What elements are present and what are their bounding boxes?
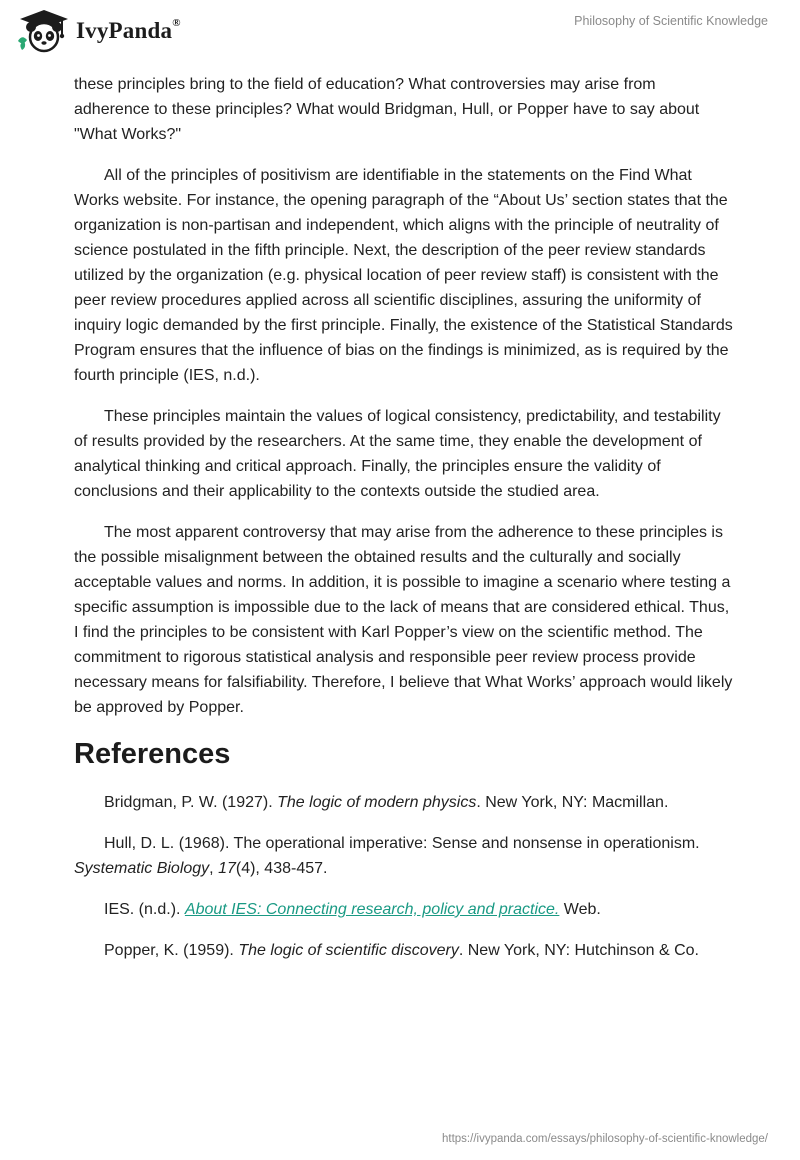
paragraph: these principles bring to the field of education? What controversies may arise from adherence to these principles? What would Bridgman, Hull, or Popper have to say about "What Works?"	[74, 76, 700, 143]
essay-body	[74, 72, 734, 979]
paragraph: The most apparent controversy that may arise from the adherence to these principles is the possible misalignment between the obtained results and the culturally and socially acceptable values and norms. In addition, it is possible to imagine a scenario where testing a specific assumption is impossible due to the lack of means that are considered ethical. Thus, I find the principles to be consistent with Karl Popper’s view on the scientific method. The commitment to rigorous statistical analysis and responsible peer review process provide necessary means for falsifiability. Therefore, I believe that What Works’ approach would likely be approved by Popper.	[74, 524, 733, 716]
brand-name: IvyPanda®	[76, 17, 181, 43]
panda-graduate-icon	[14, 8, 74, 54]
reference-item: Hull, D. L. (1968). The operational imperative: Sense and nonsense in operationism. Systematic Biology, 17(4), 438-457.	[74, 835, 700, 877]
reference-item: Popper, K. (1959). The logic of scientific discovery. New York, NY: Hutchinson & Co.	[104, 942, 699, 959]
document-title: Philosophy of Scientific Knowledge	[574, 14, 768, 28]
source-url[interactable]: https://ivypanda.com/essays/philosophy-of-scientific-knowledge/	[442, 1133, 768, 1145]
paragraph: All of the principles of positivism are identifiable in the statements on the Find What Works website. For instance, the opening paragraph of the “About Us’ section states that the organization is non-partisan and independent, which aligns with the principle of neutrality of science postulated in the fifth principle. Next, the description of the peer review standards utilized by the organization (e.g. physical location of peer review staff) is consistent with the peer review procedures applied across all scientific disciplines, assuring the uniformity of inquiry logic demanded by the first principle. Finally, the existence of the Statistical Standards Program ensures that the influence of bias on the findings is minimized, as is required by the fourth principle (IES, n.d.).	[74, 167, 733, 384]
logo[interactable]	[14, 8, 181, 54]
reference-link[interactable]: About IES: Connecting research, policy and practice.	[184, 901, 560, 918]
reference-item: IES. (n.d.). About IES: Connecting research, policy and practice. Web.	[104, 901, 601, 918]
reference-item: Bridgman, P. W. (1927). The logic of modern physics. New York, NY: Macmillan.	[104, 794, 669, 811]
paragraph: These principles maintain the values of logical consistency, predictability, and testability of results provided by the researchers. At the same time, they enable the development of analytical thinking and critical approach. Finally, the principles ensure the validity of conclusions and their applicability to the contexts outside the studied area.	[74, 408, 721, 500]
references-heading: References	[74, 738, 231, 770]
